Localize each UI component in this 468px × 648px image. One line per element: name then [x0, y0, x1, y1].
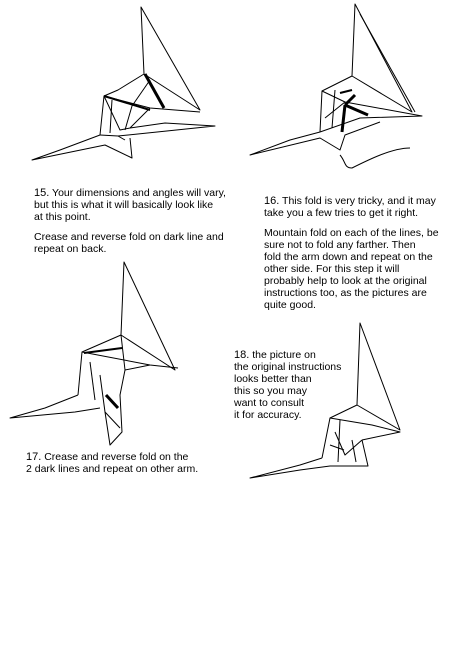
step-16-line: take you a few tries to get it right.	[264, 207, 419, 219]
step-18-line: the original instructions	[234, 361, 342, 373]
step-15-number: 15.	[34, 187, 50, 199]
step-15-line: Your dimensions and angles will vary,	[52, 187, 226, 199]
step-16-line: other side. For this step it will	[264, 263, 400, 275]
step-18-line: the picture on	[252, 349, 316, 361]
step-17-line: Crease and reverse fold on the	[44, 451, 189, 463]
step-15-line: at this point.	[34, 211, 91, 223]
step-18-line: this so you may	[234, 385, 307, 397]
step-17-number: 17.	[26, 451, 42, 463]
step-18-text	[234, 349, 364, 421]
step-15-line: Crease and reverse fold on dark line and	[34, 231, 224, 243]
step-16-text	[264, 195, 464, 311]
step-18-line: it for accuracy.	[234, 409, 302, 421]
step-16-line: instructions too, as the pictures are	[264, 287, 427, 299]
diagram-step-16	[250, 4, 422, 168]
step-16-number: 16.	[264, 195, 280, 207]
step-16-line: This fold is very tricky, and it may	[282, 195, 436, 207]
step-16-line: Mountain fold on each of the lines, be	[264, 227, 439, 239]
step-16-line: fold the arm down and repeat on the	[264, 251, 433, 263]
step-16-line: probably help to look at the original	[264, 275, 427, 287]
step-18-number: 18.	[234, 349, 250, 361]
step-15-text	[34, 187, 254, 255]
step-17-line: 2 dark lines and repeat on other arm.	[26, 463, 199, 475]
step-18-line: want to consult	[234, 397, 305, 409]
step-16-line: sure not to fold any farther. Then	[264, 239, 416, 251]
step-15-line: repeat on back.	[34, 243, 107, 255]
diagram-step-15	[32, 7, 215, 160]
step-15-line: but this is what it will basically look like	[34, 199, 214, 211]
step-16-line: quite good.	[264, 299, 316, 311]
step-17-text	[26, 451, 246, 475]
diagram-step-17	[10, 262, 178, 445]
step-18-line: looks better than	[234, 373, 312, 385]
